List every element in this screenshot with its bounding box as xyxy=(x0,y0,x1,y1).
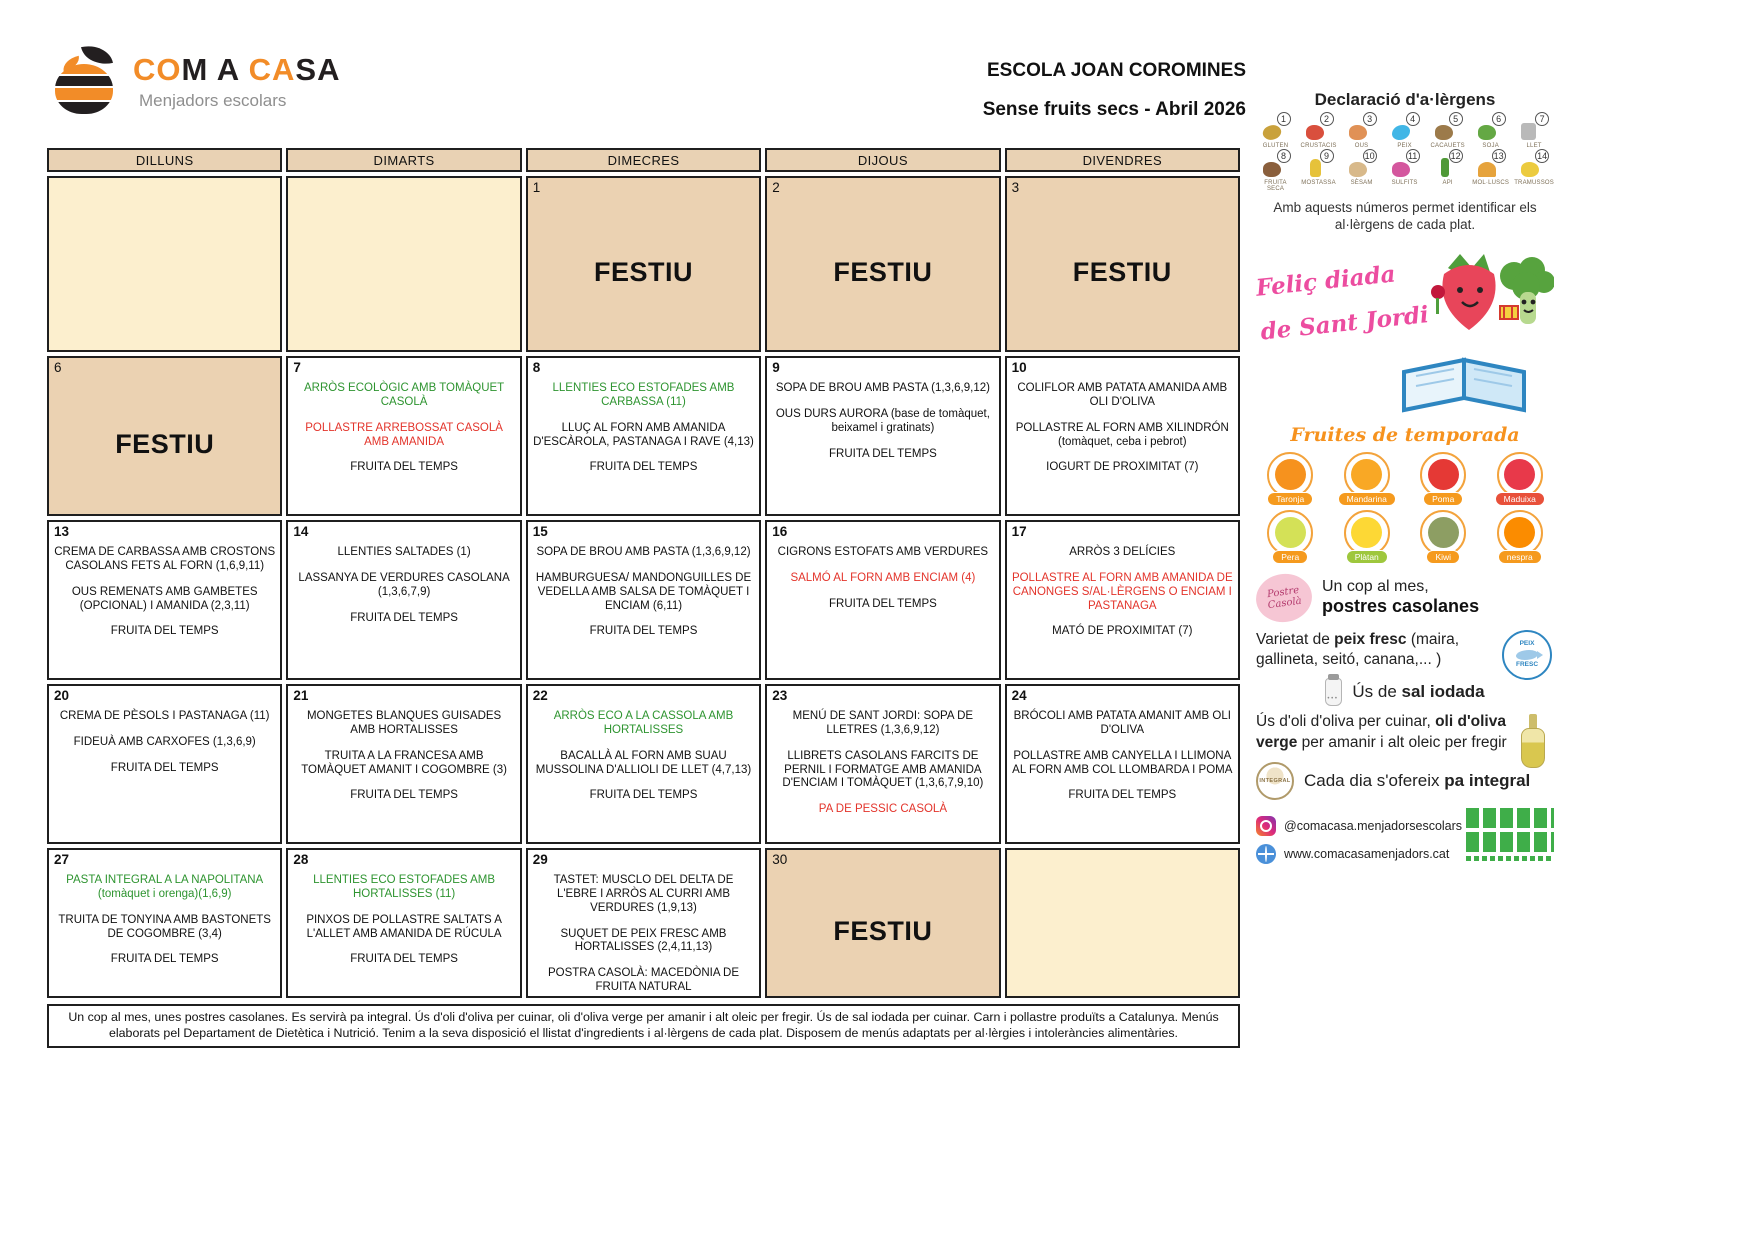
sulfites-icon xyxy=(1392,162,1410,177)
calendar-cell-festiu-6 xyxy=(47,356,282,516)
menu-item: PINXOS DE POLLASTRE SALTATS A L'ALLET AMB AMANIDA DE RÚCULA xyxy=(306,913,502,940)
brand-letter-group: CA xyxy=(248,52,296,87)
day-number: 27 xyxy=(54,852,70,867)
menu-item: SALMÓ AL FORN AMB ENCIAM (4) xyxy=(790,571,976,584)
brand-letter-group: A xyxy=(208,52,249,87)
menu-item: FRUITA DEL TEMPS xyxy=(1068,789,1177,802)
salt-text xyxy=(1352,682,1484,702)
allergen-number: 6 xyxy=(1492,112,1506,126)
calendar-cell-day-14 xyxy=(286,520,521,680)
day-number: 30 xyxy=(772,852,788,867)
menu-item: ARRÒS ECOLÒGIC AMB TOMÀQUET CASOLÀ xyxy=(303,382,505,408)
taronja-icon xyxy=(1275,459,1306,490)
menu-item: POLLASTRE ARREBOSSAT CASOLÀ AMB AMANIDA xyxy=(305,421,503,448)
fish-stamp-line1: PEIX xyxy=(1519,640,1535,648)
fruit-label: Plàtan xyxy=(1346,550,1388,564)
sant-jordi-line1: Feliç diada xyxy=(1254,260,1397,302)
salt-shaker-icon xyxy=(1325,678,1342,706)
day-number: 3 xyxy=(1011,180,1020,195)
pera-icon xyxy=(1275,517,1306,548)
fish-icon xyxy=(1392,125,1410,140)
calendar-cell-day-29 xyxy=(526,848,761,998)
calendar-cell-festiu-3 xyxy=(1005,176,1240,352)
allergen-number: 1 xyxy=(1277,112,1291,126)
day-number: 1 xyxy=(532,180,541,195)
menu-item: PA DE PESSIC CASOLÀ xyxy=(818,803,948,816)
allergen-label: MOL·LUSCS xyxy=(1472,180,1510,186)
calendar-cell-day-17 xyxy=(1005,520,1240,680)
brand-text xyxy=(133,44,341,111)
calendar-cell-empty xyxy=(47,176,282,352)
allergen-declaration-title: Declaració d'a·lèrgens xyxy=(1314,90,1496,109)
menu-item: FRUITA DEL TEMPS xyxy=(350,461,458,474)
menu-item: FRUITA DEL TEMPS xyxy=(350,953,458,966)
festiu-label: FESTIU xyxy=(833,915,933,946)
seasonal-fruits-title: Fruites de temporada xyxy=(1290,423,1520,446)
celery-icon xyxy=(1441,158,1449,177)
menu-item: SUQUET DE PEIX FRESC AMB HORTALISSES (2,4,11,13) xyxy=(560,927,727,954)
menu-item: FIDEUÀ AMB CARXOFES (1,3,6,9) xyxy=(73,735,256,748)
oil-text-pre: Ús d'oli d'oliva per cuinar, xyxy=(1256,713,1436,731)
menu-item: FRUITA DEL TEMPS xyxy=(110,953,219,966)
website-url: www.comacasamenjadors.cat xyxy=(1284,846,1450,861)
brand-subtitle: Menjadors escolars xyxy=(139,91,287,110)
calendar-cell-day-7 xyxy=(286,356,521,516)
calendar-cell-day-23 xyxy=(765,684,1000,844)
bread-text xyxy=(1304,771,1530,791)
sant-jordi-illustration xyxy=(1386,240,1554,416)
com-a-casa-logo xyxy=(55,44,341,116)
apple-logo-icon xyxy=(55,44,119,116)
menu-item: COLIFLOR AMB PATATA AMANIDA AMB OLI D'OLIVA xyxy=(1017,382,1228,408)
day-number: 23 xyxy=(772,688,788,703)
fruit-label: nespra xyxy=(1498,550,1542,564)
menu-item: CIGRONS ESTOFATS AMB VERDURES xyxy=(777,546,989,559)
allergen-label: SULFITS xyxy=(1391,180,1418,186)
striped-apple-icon xyxy=(55,64,113,114)
fish-text-bold: peix fresc xyxy=(1334,630,1407,648)
bread-text-bold: pa integral xyxy=(1444,770,1531,790)
desserts-line1: Un cop al mes, xyxy=(1322,578,1429,596)
calendar-cell-day-15 xyxy=(526,520,761,680)
menu-item: LLENTIES ECO ESTOFADES AMB HORTALISSES (11) xyxy=(313,874,496,900)
homemade-dessert-badge xyxy=(1253,570,1315,625)
website-row xyxy=(1256,844,1458,864)
poma-icon xyxy=(1428,459,1459,490)
allergen-item-1 xyxy=(1256,114,1295,149)
allergen-number: 11 xyxy=(1406,149,1420,163)
fruit-item-platan xyxy=(1344,510,1390,564)
menu-item: ARRÒS ECO A LA CASSOLA AMB HORTALISSES xyxy=(553,710,734,736)
day-number: 6 xyxy=(54,360,62,375)
menu-item: CREMA DE PÈSOLS I PASTANAGA (11) xyxy=(59,710,270,723)
sesame-icon xyxy=(1349,162,1367,177)
menu-item: POLLASTRE AMB CANYELLA I LLIMONA AL FORN AMB COL LLOMBARDA I POMA xyxy=(1012,749,1233,776)
peanuts-icon xyxy=(1435,125,1453,140)
day-number: 13 xyxy=(54,524,70,539)
calendar-cell-day-10 xyxy=(1005,356,1240,516)
menu-item: FRUITA DEL TEMPS xyxy=(589,789,698,802)
menu-item: ARRÒS 3 DELÍCIES xyxy=(1069,546,1176,559)
calendar-cell-festiu-1 xyxy=(526,176,761,352)
calendar-cell-empty xyxy=(286,176,521,352)
menu-item: POSTRA CASOLÀ: MACEDÒNIA DE FRUITA NATURAL xyxy=(547,967,740,993)
day-number: 22 xyxy=(532,688,548,703)
nuts-icon xyxy=(1263,162,1281,177)
brand-letter-group: M xyxy=(181,52,209,87)
menu-item: TRUITA A LA FRANCESA AMB TOMÀQUET AMANIT I COGOMBRE (3) xyxy=(301,749,507,776)
calendar-cell-day-16 xyxy=(765,520,1000,680)
allergen-label: CACAUETS xyxy=(1430,143,1465,149)
fruit-label: Poma xyxy=(1423,492,1463,506)
allergen-item-7 xyxy=(1514,114,1554,149)
instagram-icon xyxy=(1256,816,1276,836)
homemade-desserts-section xyxy=(1256,574,1554,622)
fish-text-post: (maira, gallineta, seitó, canana,... ) xyxy=(1256,630,1460,668)
desserts-line2: postres casolanes xyxy=(1322,596,1480,617)
menu-item: MATÓ DE PROXIMITAT (7) xyxy=(1052,625,1193,638)
menu-item: IOGURT DE PROXIMITAT (7) xyxy=(1046,461,1199,474)
instagram-row xyxy=(1256,816,1463,836)
allergen-grid xyxy=(1256,114,1554,192)
badge-line2: Casolà xyxy=(1267,595,1303,612)
soy-icon xyxy=(1478,125,1496,140)
allergen-note: Amb aquests números permet identificar els al·lèrgens de cada plat. xyxy=(1273,200,1537,232)
allergen-number: 4 xyxy=(1406,112,1420,126)
allergen-number: 10 xyxy=(1364,151,1375,161)
allergen-item-10 xyxy=(1342,151,1381,192)
mustard-icon xyxy=(1310,159,1321,177)
milk-icon xyxy=(1521,123,1536,140)
olive-oil-section xyxy=(1256,712,1554,754)
allergen-number: 13 xyxy=(1493,151,1504,161)
menu-subtitle: Sense fruits secs - Abril 2026 xyxy=(982,99,1246,120)
social-section xyxy=(1256,808,1554,872)
allergen-item-6 xyxy=(1471,114,1510,149)
bread-text-pre: Cada dia s'ofereix xyxy=(1304,770,1445,790)
title-block xyxy=(690,60,1246,121)
school-name: ESCOLA JOAN COROMINES xyxy=(987,60,1246,81)
day-number: 8 xyxy=(532,360,541,375)
kiwi-icon xyxy=(1428,517,1459,548)
fresh-fish-stamp-icon xyxy=(1502,630,1552,680)
calendar-cell-day-20 xyxy=(47,684,282,844)
partner-logo xyxy=(1466,808,1554,866)
fruit-label: Taronja xyxy=(1267,492,1313,506)
day-number: 20 xyxy=(54,688,70,703)
fruit-item-pera xyxy=(1267,510,1313,564)
festiu-label: FESTIU xyxy=(115,428,215,459)
wholegrain-bread-section xyxy=(1256,762,1554,800)
fruit-grid xyxy=(1256,452,1554,564)
menu-item: LASSANYA DE VERDURES CASOLANA (1,3,6,7,9) xyxy=(298,571,510,598)
fruit-item-mandarina xyxy=(1338,452,1396,506)
allergen-label: MOSTASSA xyxy=(1301,180,1336,186)
fish-text-pre: Varietat de xyxy=(1256,630,1335,648)
fruit-item-nespra xyxy=(1497,510,1543,564)
menu-item: FRUITA DEL TEMPS xyxy=(589,461,698,474)
menu-item: FRUITA DEL TEMPS xyxy=(589,625,698,638)
menu-item: TRUITA DE TONYINA AMB BASTONETS DE COGOMBRE (3,4) xyxy=(58,913,271,940)
calendar-grid xyxy=(47,148,1240,998)
allergen-item-3 xyxy=(1342,114,1381,149)
calendar-cell-festiu-30 xyxy=(765,848,1000,998)
mandarina-icon xyxy=(1351,459,1382,490)
day-number: 2 xyxy=(772,180,780,195)
fish-icon xyxy=(1516,650,1538,660)
allergen-item-4 xyxy=(1385,114,1424,149)
allergen-number: 3 xyxy=(1363,112,1377,126)
calendar-cell-day-8 xyxy=(526,356,761,516)
allergen-label: TRAMUSSOS xyxy=(1514,180,1554,186)
menu-item: BRÓCOLI AMB PATATA AMANIT AMB OLI D'OLIVA xyxy=(1013,710,1231,736)
day-header: DIMARTS xyxy=(286,148,521,172)
day-number: 7 xyxy=(293,360,301,375)
festiu-label: FESTIU xyxy=(1072,256,1172,287)
globe-icon xyxy=(1256,844,1276,864)
menu-item: LLIBRETS CASOLANS FARCITS DE PERNIL I FORMATGE AMB AMANIDA D'ENCIAM I TOMÀQUET (1,3,6,7,9,10) xyxy=(782,749,984,790)
allergen-label: LLET xyxy=(1526,143,1542,149)
menu-item: MONGETES BLANQUES GUISADES AMB HORTALISSES xyxy=(306,710,502,736)
fruit-label: Kiwi xyxy=(1426,550,1460,564)
allergen-item-13 xyxy=(1471,151,1510,192)
menu-item: PASTA INTEGRAL A LA NAPOLITANA (tomàquet i orenga)(1,6,9) xyxy=(66,874,264,900)
menu-item: FRUITA DEL TEMPS xyxy=(110,761,219,774)
allergen-label: SOJA xyxy=(1482,143,1499,149)
allergen-number: 5 xyxy=(1449,112,1463,126)
nespra-icon xyxy=(1504,517,1535,548)
badge-line1: Postre xyxy=(1266,584,1300,600)
fruit-item-maduixa xyxy=(1495,452,1545,506)
day-number: 24 xyxy=(1011,688,1027,703)
olive-oil-bottle-icon xyxy=(1520,714,1546,768)
oil-text-bold: oli d'oliva verge xyxy=(1256,713,1506,751)
allergen-item-11 xyxy=(1385,151,1424,192)
menu-item: CREMA DE CARBASSA AMB CROSTONS CASOLANS FETS AL FORN (1,6,9,11) xyxy=(54,546,276,572)
menu-item: OUS REMENATS AMB GAMBETES (OPCIONAL) I AMANIDA (2,3,11) xyxy=(71,585,258,612)
menu-item: FRUITA DEL TEMPS xyxy=(350,611,458,624)
integral-stamp-icon: INTEGRAL xyxy=(1256,762,1294,800)
day-number: 16 xyxy=(772,524,788,539)
festiu-label: FESTIU xyxy=(833,256,933,287)
menu-item: POLLASTRE AL FORN AMB XILINDRÓN (tomàquet, ceba i pebrot) xyxy=(1015,421,1229,448)
calendar-cell-empty xyxy=(1005,848,1240,998)
eggs-icon xyxy=(1349,125,1367,140)
festiu-label: FESTIU xyxy=(593,256,693,287)
fruit-item-poma xyxy=(1420,452,1466,506)
desserts-text xyxy=(1322,578,1479,617)
day-number: 21 xyxy=(293,688,309,703)
fruit-label: Maduixa xyxy=(1495,492,1545,506)
day-number: 14 xyxy=(293,524,309,539)
allergen-label: GLUTEN xyxy=(1262,143,1289,149)
allergen-number: 7 xyxy=(1535,112,1549,126)
oil-text-post: per amanir i alt oleic per fregir xyxy=(1297,733,1507,751)
menu-item: LLENTIES SALTADES (1) xyxy=(337,546,471,559)
menu-item: SOPA DE BROU AMB PASTA (1,3,6,9,12) xyxy=(775,382,990,395)
allergen-number: 2 xyxy=(1320,112,1334,126)
fruit-label: Mandarina xyxy=(1338,492,1396,506)
allergen-label: OUS xyxy=(1354,143,1369,149)
mollusc-icon xyxy=(1478,162,1496,177)
calendar-cell-day-22 xyxy=(526,684,761,844)
salt-text-bold: sal iodada xyxy=(1401,682,1485,702)
allergen-number: 14 xyxy=(1537,151,1548,161)
lupin-icon xyxy=(1521,162,1539,177)
allergen-number: 8 xyxy=(1277,149,1291,163)
allergen-item-8 xyxy=(1256,151,1295,192)
fruit-item-taronja xyxy=(1267,452,1313,506)
allergen-number: 12 xyxy=(1450,151,1461,161)
calendar-cell-day-9 xyxy=(765,356,1000,516)
menu-item: LLUÇ AL FORN AMB AMANIDA D'ESCÀROLA, PASTANAGA I RAVE (4,13) xyxy=(533,421,754,448)
allergen-item-2 xyxy=(1299,114,1338,149)
day-header: DIMECRES xyxy=(526,148,761,172)
brand-letter-group: CO xyxy=(133,52,182,87)
day-number: 15 xyxy=(532,524,548,539)
sant-jordi-section xyxy=(1256,240,1554,418)
menu-item: BACALLÀ AL FORN AMB SUAU MUSSOLINA D'ALLIOLI DE LLET (4,7,13) xyxy=(535,749,752,776)
sidebar xyxy=(1256,90,1554,872)
fruit-item-kiwi xyxy=(1420,510,1466,564)
fruit-label: Pera xyxy=(1272,550,1308,564)
maduixa-icon xyxy=(1504,459,1535,490)
calendar-cell-day-24 xyxy=(1005,684,1240,844)
sant-jordi-line2: de Sant Jordi xyxy=(1259,300,1430,346)
menu-item: FRUITA DEL TEMPS xyxy=(350,789,458,802)
menu-item: SOPA DE BROU AMB PASTA (1,3,6,9,12) xyxy=(536,546,751,559)
menu-item: HAMBURGUESA/ MANDONGUILLES DE VEDELLA AMB SALSA DE TOMÀQUET I ENCIAM (6,11) xyxy=(535,571,752,612)
salt-text-pre: Ús de xyxy=(1352,682,1402,702)
calendar-cell-festiu-2 xyxy=(765,176,1000,352)
allergen-item-12 xyxy=(1428,151,1467,192)
shrimp-icon xyxy=(1306,125,1324,140)
menu-item: FRUITA DEL TEMPS xyxy=(829,597,937,610)
allergen-number: 9 xyxy=(1320,149,1334,163)
menu-item: FRUITA DEL TEMPS xyxy=(110,625,219,638)
day-number: 28 xyxy=(293,852,309,867)
day-header: DILLUNS xyxy=(47,148,282,172)
brand-wordmark xyxy=(133,54,341,85)
footer-note: Un cop al mes, unes postres casolanes. Es servirà pa integral. Ús d'oli d'oliva per cuinar, oli d'oliva verge per amanir i alt oleic per fregir. Ús de sal iodada per cuinar. Carn i pollastre produïts a Catalunya. Menús elaborats pel Departament de Dietètica i Nutrició. Tenim a la seva disposició el llistat d'ingredients i al·lèrgens de cada plat. Disposem de menús adaptats per al·lèrgies i intoleràncies alimentàries. xyxy=(47,1004,1240,1048)
platan-icon xyxy=(1351,517,1382,548)
menu-item: FRUITA DEL TEMPS xyxy=(829,447,937,460)
allergen-label: FRUITA SECA xyxy=(1264,180,1287,192)
day-number: 17 xyxy=(1011,524,1027,539)
allergen-item-14 xyxy=(1514,151,1554,192)
day-number: 10 xyxy=(1011,360,1027,375)
brand-letter-group: SA xyxy=(295,52,341,87)
day-header: DIVENDRES xyxy=(1005,148,1240,172)
iodized-salt-section xyxy=(1256,678,1554,706)
allergen-label: PEIX xyxy=(1397,143,1412,149)
day-number: 9 xyxy=(772,360,780,375)
day-header: DIJOUS xyxy=(765,148,1000,172)
fish-stamp-line2: FRESC xyxy=(1515,660,1539,668)
menu-item: TASTET: MUSCLO DEL DELTA DE L'EBRE I ARRÒS AL CURRI AMB VERDURES (1,9,13) xyxy=(553,874,734,914)
calendar-cell-day-28 xyxy=(286,848,521,998)
instagram-handle: @comacasa.menjadorsescolars xyxy=(1284,818,1463,833)
allergen-item-9 xyxy=(1299,151,1338,192)
allergen-label: SÈSAM xyxy=(1350,180,1373,186)
allergen-item-5 xyxy=(1428,114,1467,149)
menu-item: MENÚ DE SANT JORDI: SOPA DE LLETRES (1,3,6,9,12) xyxy=(792,710,974,736)
fresh-fish-section xyxy=(1256,630,1554,670)
menu-item: POLLASTRE AL FORN AMB AMANIDA DE CANONGES S/AL·LÈRGENS O ENCIAM I PASTANAGA xyxy=(1011,571,1233,612)
allergen-label: CRUSTACIS xyxy=(1300,143,1337,149)
menu-item: OUS DURS AURORA (base de tomàquet, beixamel i gratinats) xyxy=(775,407,990,434)
calendar-cell-day-13 xyxy=(47,520,282,680)
day-number: 29 xyxy=(532,852,548,867)
menu-item: LLENTIES ECO ESTOFADES AMB CARBASSA (11) xyxy=(552,382,735,408)
calendar-cell-day-27 xyxy=(47,848,282,998)
calendar-cell-day-21 xyxy=(286,684,521,844)
allergen-label: API xyxy=(1442,180,1453,186)
